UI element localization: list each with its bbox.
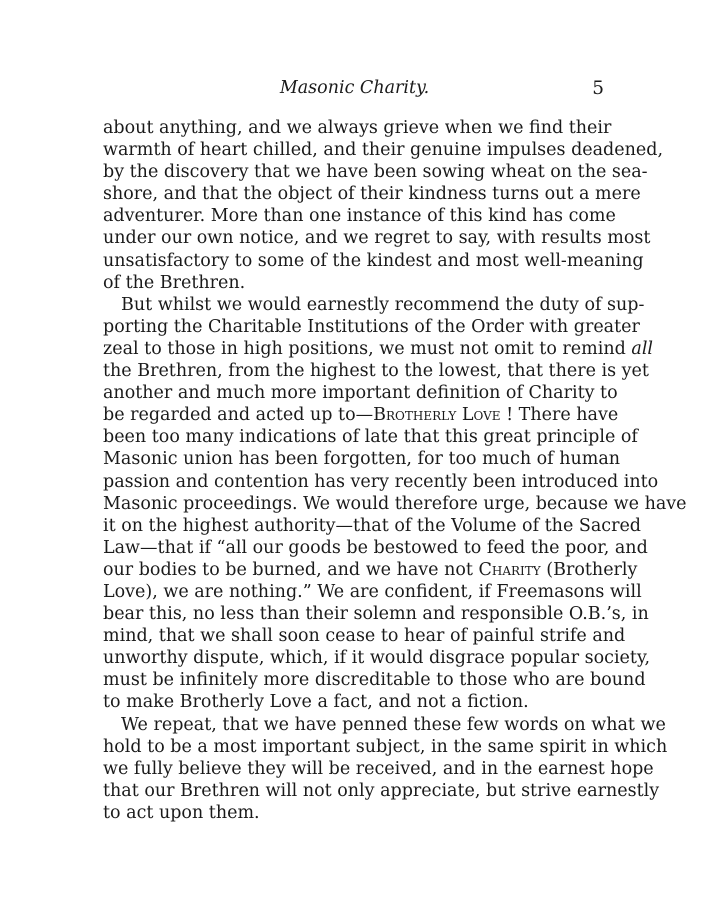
text-run: Masonic union has been forgotten, for too much of human: [103, 449, 621, 470]
text-run: adventurer. More than one instance of this kind has come: [103, 206, 616, 227]
text-run: bear this, no less than their solemn and responsible O.B.’s, in: [103, 604, 649, 625]
page-number: 5: [592, 78, 604, 99]
text-run: shore, and that the object of their kindness turns out a mere: [103, 184, 641, 205]
text-run: warmth of heart chilled, and their genuine impulses deadened,: [103, 140, 664, 161]
text-run: by the discovery that we have been sowing wheat on the sea-: [103, 162, 648, 183]
text-line: [103, 780, 660, 802]
text-line: [103, 426, 638, 448]
text-run: hold to be a most important subject, in the same spirit in which: [103, 736, 668, 757]
page-header: [103, 78, 606, 104]
text-run: it on the highest authority—that of the Volume of the Sacred: [103, 515, 642, 536]
text-line: [103, 272, 606, 294]
text-run: unsatisfactory to some of the kindest and most well-meaning: [103, 250, 644, 271]
text-line: [103, 625, 626, 647]
text-line: [103, 338, 654, 360]
text-line: [103, 294, 645, 316]
text-run: mind, that we shall soon cease to hear of painful strife and: [103, 626, 626, 647]
text-line: [103, 139, 664, 161]
text-run: been too many indications of late that this great principle of: [103, 427, 638, 448]
text-line: [103, 802, 606, 824]
text-line: [103, 714, 666, 736]
text-run: to act upon them.: [103, 802, 260, 823]
text-line: [103, 205, 616, 227]
text-line: [103, 250, 644, 272]
text-run: must be infinitely more discreditable to those who are bound: [103, 670, 646, 691]
text-line: [103, 316, 640, 338]
text-run: ! There have: [500, 405, 619, 426]
text-line: [103, 404, 619, 426]
paragraph: [103, 117, 664, 294]
text-run: Law—that if “all our goods be bestowed to feed the poor, and: [103, 537, 648, 558]
text-line: [103, 493, 687, 515]
text-line: [103, 758, 654, 780]
text-run: porting the Charitable Institutions of the Order with greater: [103, 316, 640, 337]
text-line: [103, 183, 641, 205]
small-caps-run: Brotherly Love: [373, 405, 501, 426]
text-line: [103, 691, 606, 713]
text-run: another and much more important definition of Charity to: [103, 383, 618, 404]
text-line: [103, 515, 642, 537]
text-run: Masonic proceedings. We would therefore urge, because we have: [103, 493, 687, 514]
text-line: [103, 448, 621, 470]
text-line: [103, 736, 668, 758]
text-run: zeal to those in high positions, we must not omit to remind: [103, 338, 632, 359]
text-line: [103, 117, 612, 139]
text-run: be regarded and acted up to—: [103, 405, 374, 426]
italic-run: all: [631, 338, 654, 359]
text-run: (Brotherly: [540, 559, 638, 580]
text-run: the Brethren, from the highest to the lowest, that there is yet: [103, 361, 649, 382]
text-line: [103, 669, 646, 691]
paragraph: [103, 294, 687, 714]
body-text: [103, 117, 687, 824]
text-run: that our Brethren will not only appreciate, but strive earnestly: [103, 780, 660, 801]
text-line: [103, 559, 638, 581]
running-title: Masonic Charity.: [279, 78, 430, 98]
text-line: [103, 471, 659, 493]
text-line: [103, 360, 649, 382]
text-run: passion and contention has very recently been introduced into: [103, 471, 659, 492]
text-line: [103, 537, 648, 559]
text-run: we fully believe they will be received, and in the earnest hope: [103, 758, 654, 779]
text-run: Love), we are nothing.” We are confident, if Freemasons will: [103, 581, 642, 602]
text-run: We repeat, that we have penned these few words on what we: [121, 714, 666, 735]
small-caps-run: Charity: [478, 559, 541, 580]
text-line: [103, 161, 648, 183]
text-line: [103, 603, 649, 625]
text-run: unworthy dispute, which, if it would disgrace popular society,: [103, 648, 651, 669]
text-line: [103, 227, 651, 249]
text-line: [103, 647, 651, 669]
text-run: to make Brotherly Love a fact, and not a fiction.: [103, 692, 529, 713]
text-run: But whilst we would earnestly recommend the duty of sup-: [121, 294, 645, 315]
text-line: [103, 581, 642, 603]
text-run: under our own notice, and we regret to say, with results most: [103, 228, 651, 249]
paragraph: [103, 714, 668, 824]
text-run: our bodies to be burned, and we have not: [103, 559, 479, 580]
text-run: about anything, and we always grieve when we find their: [103, 118, 612, 138]
text-run: of the Brethren.: [103, 272, 246, 293]
text-line: [103, 382, 618, 404]
